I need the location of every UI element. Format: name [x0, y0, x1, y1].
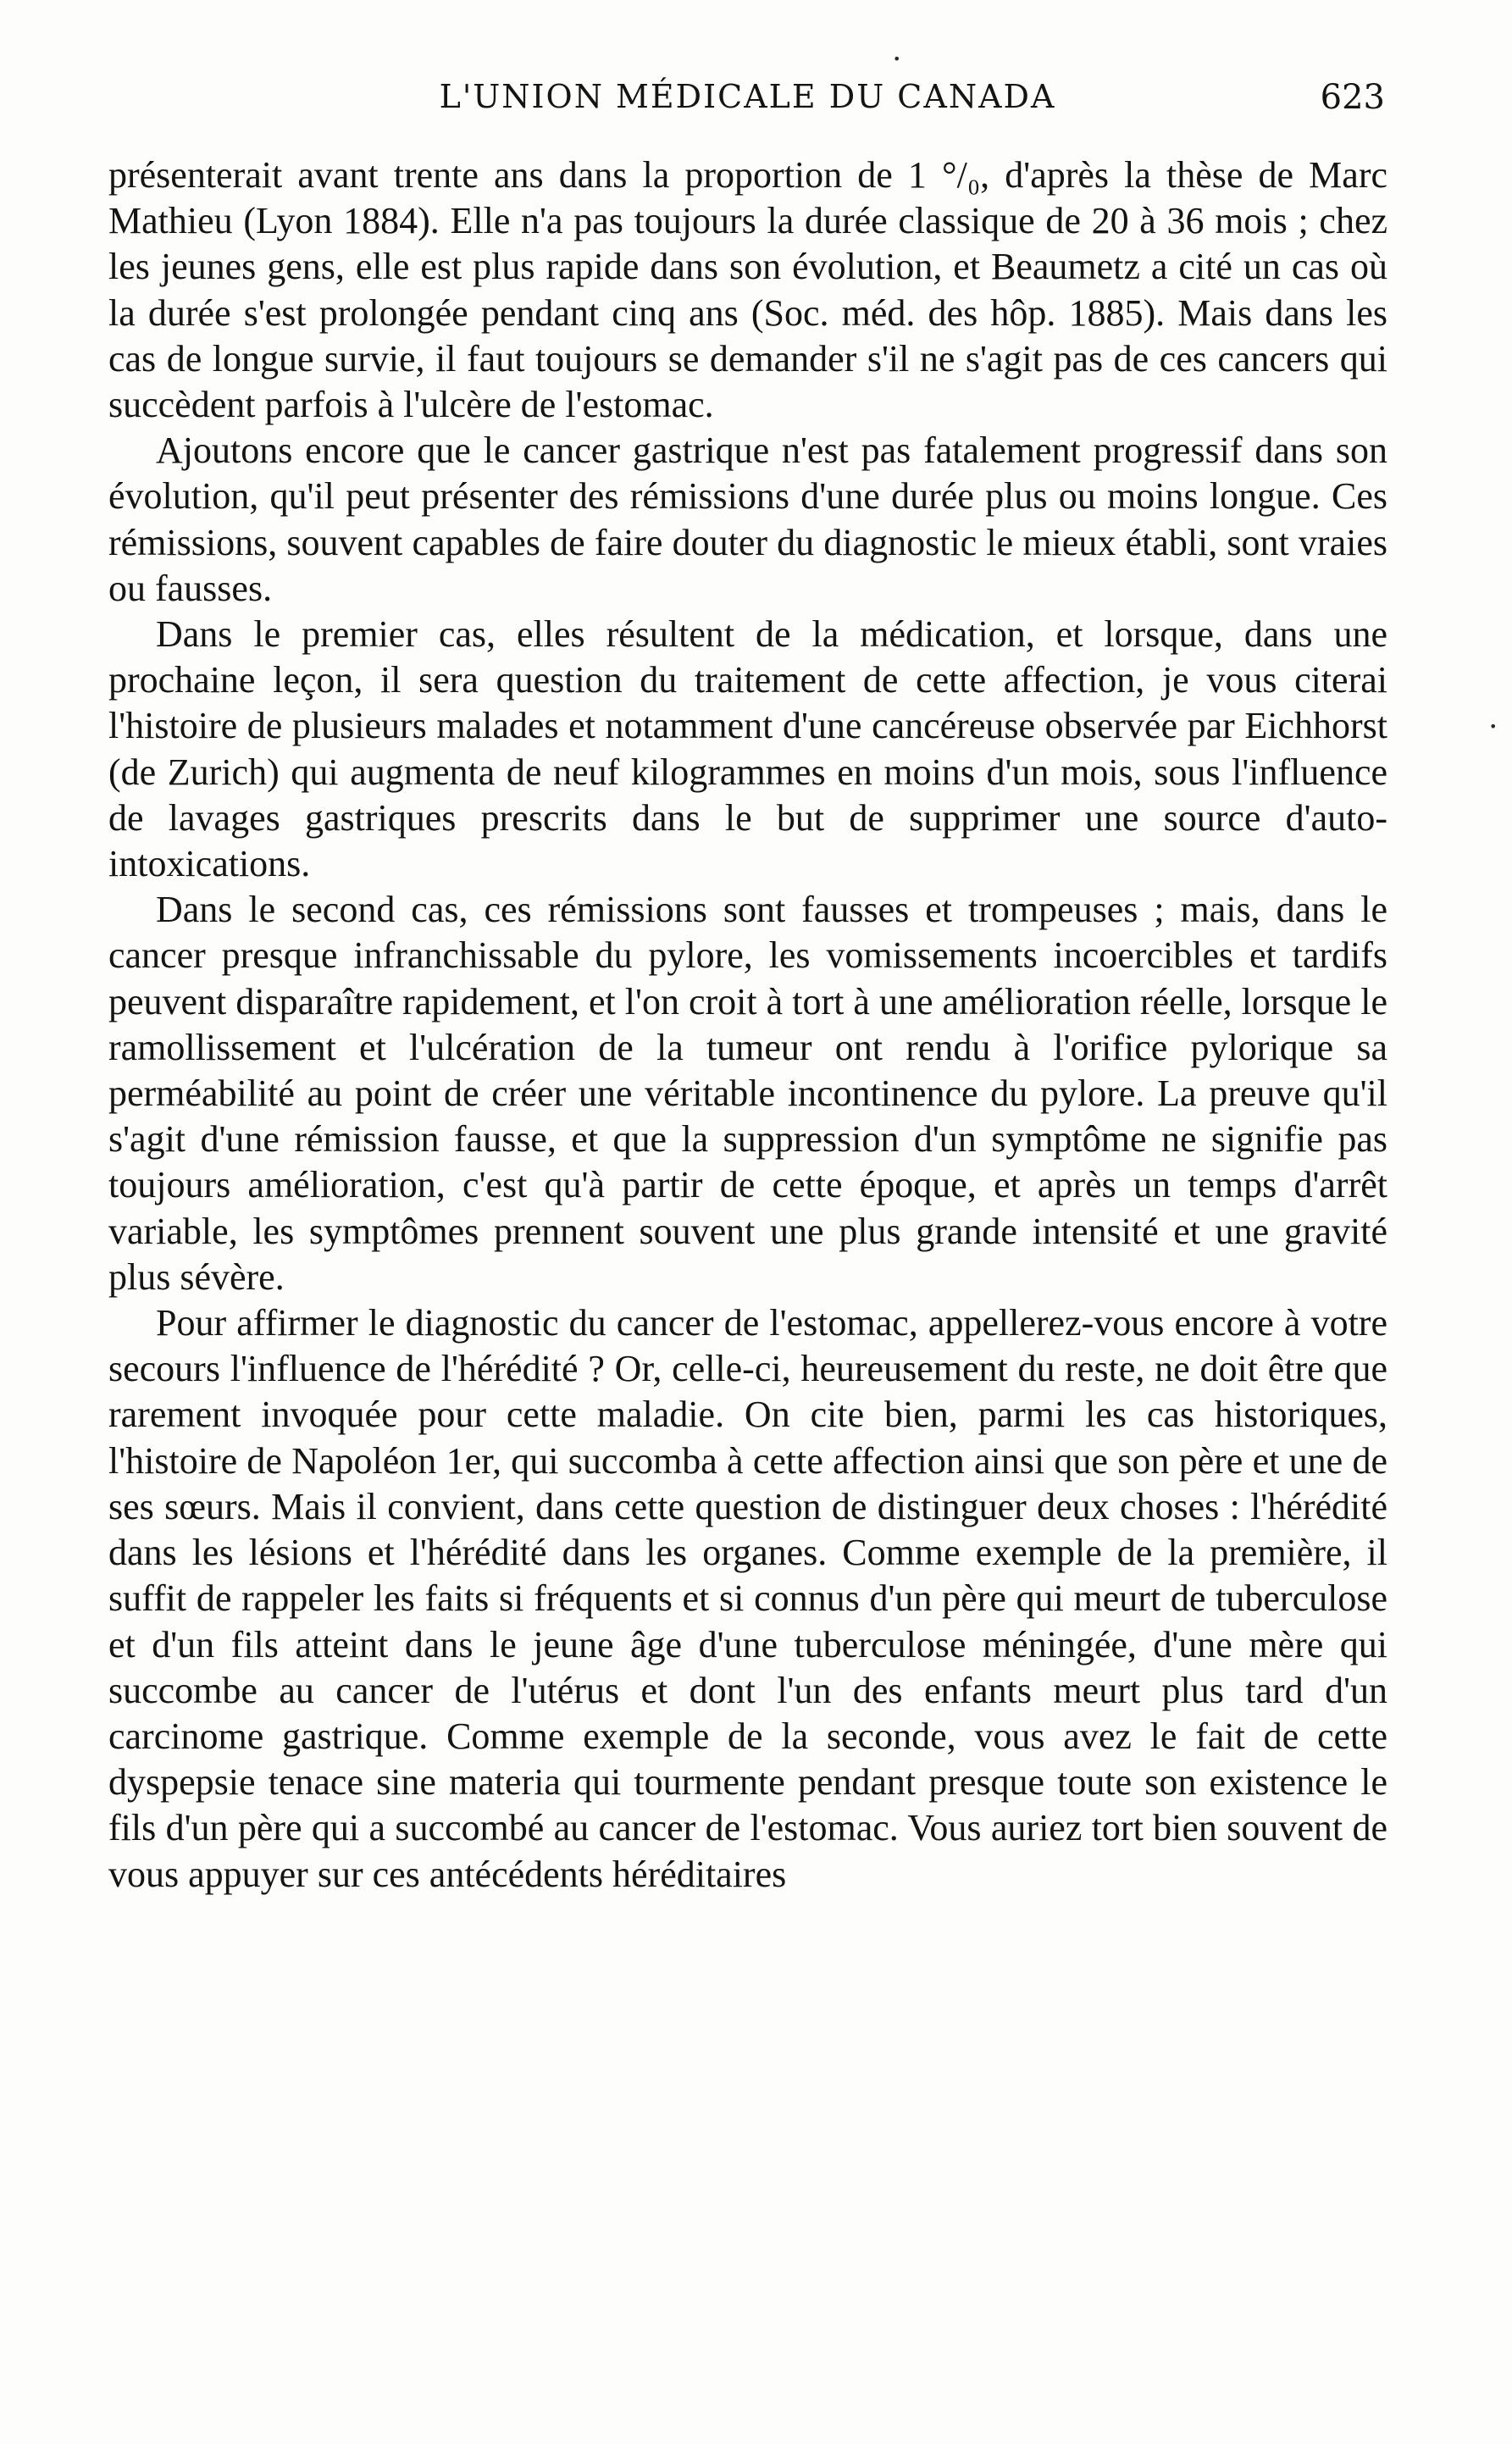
paragraph: Pour affirmer le diagnostic du cancer de l'estomac, appellerez-vous encore à votre secours l'influence de l'hérédité ? Or, celle-ci, heureusement du reste, ne doit être que rarement invoquée pour cette maladie. On cite bien, parmi les cas historiques, l'histoire de Napoléon 1er, qui succomba à cette affection ainsi que son père et une de ses sœurs. Mais il convient, dans cette question de distinguer deux choses : l'hérédité dans les lésions et l'hérédité dans les organes. Comme exemple de la première, il suffit de rappeler les faits si fréquents et si connus d'un père qui meurt de tuberculose et d'un fils atteint dans le jeune âge d'une tuberculose méningée, d'une mère qui succombe au cancer de l'utérus et dont l'un des enfants meurt plus tard d'un carcinome gastrique. Comme exemple de la seconde, vous avez le fait de cette dyspepsie tenace sine materia qui tourmente pendant presque toute son existence le fils d'un père qui a succombé au cancer de l'estomac. Vous auriez tort bien souvent de vous appuyer sur ces antécédents héréditaires [108, 1302, 1387, 1895]
print-speck: • [893, 51, 901, 67]
running-head [110, 78, 1385, 129]
page-number: 623 [1320, 78, 1385, 117]
paragraph: Dans le premier cas, elles résultent de la médication, et lorsque, dans une prochaine leçon, il sera question du traitement de cette affection, je vous citerai l'histoire de plusieurs malades et notamment d'une cancéreuse observée par Eichhorst (de Zurich) qui augmenta de neuf kilogrammes en moins d'un mois, sous l'influence de lavages gastriques prescrits dans le but de supprimer une source d'auto-intoxications. [108, 613, 1387, 885]
body-text [108, 152, 1387, 1898]
paragraph: Dans le second cas, ces rémissions sont fausses et trompeuses ; mais, dans le cancer presque infranchissable du pylore, les vomissements incoercibles et tardifs peuvent disparaître rapidement, et l'on croit à tort à une amélioration réelle, lorsque le ramollissement et l'ulcération de la tumeur ont rendu à l'orifice pylorique sa perméabilité au point de créer une véritable incontinence du pylore. La preuve qu'il s'agit d'une rémission fausse, et que la suppression d'un symptôme ne signifie pas toujours amélioration, c'est qu'à partir de cette époque, et après un temps d'arrêt variable, les symptômes prennent souvent une plus grande intensité et une gravité plus sévère. [108, 889, 1387, 1298]
paragraph: présenterait avant trente ans dans la proportion de 1 °/₀, d'après la thèse de Marc Mathieu (Lyon 1884). Elle n'a pas toujours la durée classique de 20 à 36 mois ; chez les jeunes gens, elle est plus rapide dans son évolution, et Beaumetz a cité un cas où la durée s'est prolongée pendant cinq ans (Soc. méd. des hôp. 1885). Mais dans les cas de longue survie, il faut toujours se demander s'il ne s'agit pas de ces cancers qui succèdent parfois à l'ulcère de l'estomac. [108, 154, 1387, 426]
paragraph: Ajoutons encore que le cancer gastrique n'est pas fatalement progressif dans son évolution, qu'il peut présenter des rémissions d'une durée plus ou moins longue. Ces rémissions, souvent capables de faire douter du diagnostic le mieux établi, sont vraies ou fausses. [108, 430, 1387, 609]
print-speck: • [1489, 718, 1498, 734]
running-title: L'UNION MÉDICALE DU CANADA [439, 78, 1056, 115]
